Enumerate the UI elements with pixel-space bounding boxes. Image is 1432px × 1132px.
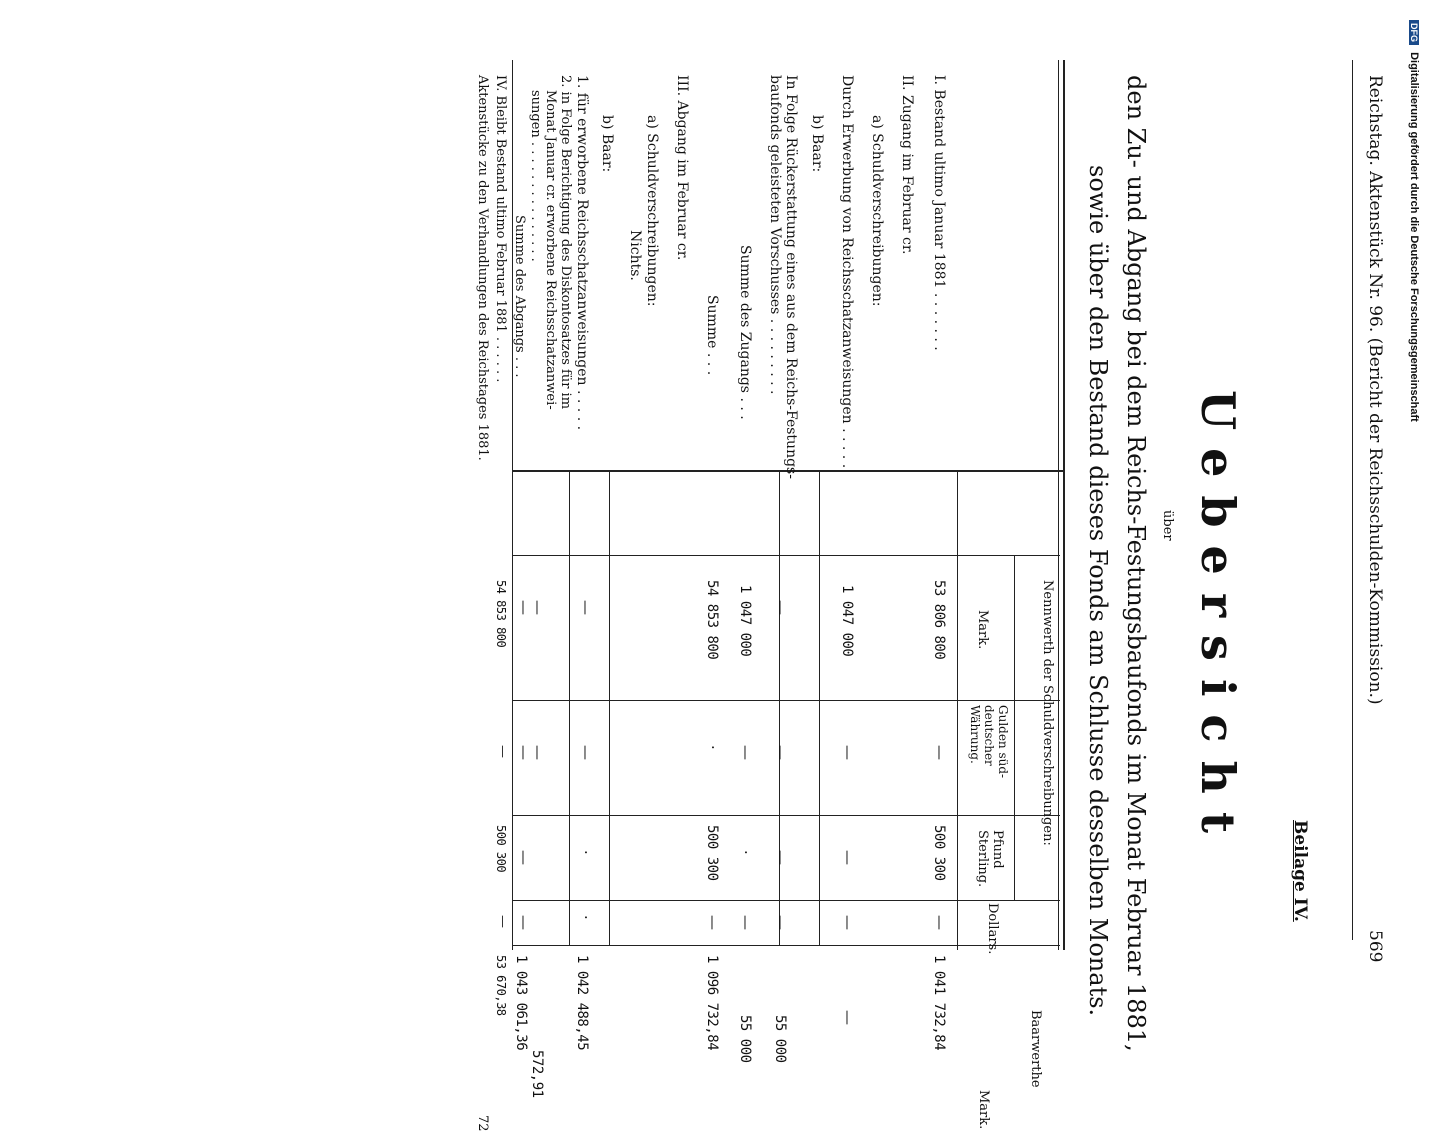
- cell-pfund: ·: [577, 850, 595, 855]
- row-label: In Folge Rückerstattung eines aus dem Reichs-Festungs-: [783, 75, 799, 479]
- col-header-pfund: Pfund Sterling.: [975, 830, 1005, 888]
- cell-gulden: —: [772, 745, 790, 760]
- row-label: III. Abgang im Februar cr.: [674, 75, 690, 261]
- footer-source: Aktenstücke zu den Verhandlungen des Reichstages 1881.: [475, 75, 490, 461]
- cell-pfund: —: [515, 850, 533, 865]
- cell-gulden: —: [515, 745, 533, 760]
- row-label: Nichts.: [627, 230, 643, 281]
- row-label: a) Schuldverschreibungen:: [644, 115, 660, 307]
- document-title: Uebersicht: [1191, 390, 1245, 852]
- cell-baar: 572,91: [529, 1050, 545, 1098]
- col-header-dollars: Dollars.: [985, 903, 1000, 955]
- row-label: Summe des Abgangs . . .: [512, 215, 527, 378]
- col-header-mark: Mark.: [975, 610, 990, 650]
- cell-baar: 55 000: [772, 1015, 788, 1063]
- cell-mark: 54 853 800: [704, 580, 720, 660]
- cell-mark: —: [772, 600, 790, 615]
- cell-pfund: —: [772, 850, 790, 865]
- col-header-gulden: Gulden süd- deutscher Währung.: [968, 705, 1010, 779]
- row-label: sungen . . . . . . . . . . . . . . .: [528, 90, 543, 262]
- row-label: a) Schuldverschreibungen:: [869, 115, 885, 307]
- row-label: Summe . . .: [704, 295, 720, 376]
- cell-baar: 55 000: [737, 1015, 753, 1063]
- cell-mark: 1 047 000: [839, 585, 855, 657]
- cell-dollars: —: [839, 915, 857, 930]
- beilage-label: Beilage IV.: [1290, 820, 1310, 922]
- cell-gulden: —: [495, 745, 510, 758]
- cell-baar: 1 043 061,36: [513, 955, 529, 1051]
- cell-gulden: —: [577, 745, 595, 760]
- row-label: 2. in Folge Berichtigung des Diskontosatzes für im: [558, 75, 573, 410]
- cell-pfund: ·: [737, 850, 755, 855]
- cell-pfund: 500 300: [704, 825, 720, 881]
- cell-gulden: —: [931, 745, 949, 760]
- running-header: Reichstag. Aktenstück Nr. 96. (Bericht der Reichsschulden-Kommission.): [1365, 75, 1385, 705]
- row-label: b) Baar:: [599, 115, 615, 173]
- cell-baar: 1 042 488,45: [574, 955, 590, 1051]
- col-header-baar-unit: Mark.: [976, 1090, 991, 1130]
- cell-baar: 53 670,38: [494, 955, 508, 1016]
- cell-baar: 1 041 732,84: [931, 955, 947, 1051]
- cell-gulden: —: [737, 745, 755, 760]
- dfg-logo: DFG: [1409, 20, 1419, 45]
- row-label: IV. Bleibt Bestand ultimo Februar 1881 . . . . . .: [493, 75, 508, 383]
- cell-mark: —: [515, 600, 533, 615]
- col-header-baar: Baarwerthe: [1028, 1010, 1043, 1088]
- cell-mark: —: [529, 600, 547, 615]
- cell-dollars: —: [737, 915, 755, 930]
- cell-pfund: 500 300: [931, 825, 947, 881]
- row-label: Monat Januar cr. erworbene Reichsschatzanwei-: [543, 90, 558, 410]
- dfg-credit-text: Digitalisierung gefördert durch die Deutsche Forschungsgemeinschaft: [1408, 52, 1420, 422]
- row-label: Summe des Zugangs . . .: [737, 245, 753, 420]
- cell-baar: —: [839, 1010, 857, 1025]
- footer-sheet-number: 72: [475, 1115, 490, 1132]
- title-connector: über: [1160, 510, 1175, 541]
- cell-baar: 1 096 732,84: [704, 955, 720, 1051]
- page-number: 569: [1365, 930, 1385, 963]
- cell-dollars: —: [515, 915, 533, 930]
- group-header-nennwerth: Nennwerth der Schuldverschreibungen:: [1040, 580, 1055, 846]
- cell-dollars: —: [772, 915, 790, 930]
- cell-pfund: —: [839, 850, 857, 865]
- row-label: baufonds geleisteten Vorschusses . . . . . . . . .: [767, 75, 783, 395]
- cell-dollars: —: [704, 915, 722, 930]
- subtitle-line-1: den Zu- und Abgang bei dem Reichs-Festungsbaufonds im Monat Februar 1881,: [1122, 75, 1150, 1052]
- cell-mark: 53 806 800: [931, 580, 947, 660]
- cell-dollars: —: [495, 915, 510, 928]
- cell-mark: —: [577, 600, 595, 615]
- row-label: I. Bestand ultimo Januar 1881 . . . . . . .: [931, 75, 947, 351]
- cell-gulden: —: [529, 745, 547, 760]
- row-label: b) Baar:: [809, 115, 825, 173]
- cell-pfund: 500 300: [494, 825, 508, 873]
- row-label: II. Zugang im Februar cr.: [899, 75, 915, 255]
- cell-mark: 1 047 000: [737, 585, 753, 657]
- subtitle-line-2: sowie über den Bestand dieses Fonds am Schlusse desselben Monats.: [1084, 165, 1112, 1017]
- dfg-sidebar: [1408, 20, 1420, 440]
- cell-dollars: ·: [577, 915, 595, 920]
- row-label: 1. für erworbene Reichsschatzanweisungen . . . . .: [574, 75, 590, 431]
- row-label: Durch Erwerbung von Reichsschatzanweisungen . . . . .: [839, 75, 855, 469]
- cell-dollars: —: [931, 915, 949, 930]
- cell-gulden: —: [839, 745, 857, 760]
- cell-mark: 54 853 800: [494, 580, 508, 648]
- cell-gulden: ·: [704, 745, 722, 750]
